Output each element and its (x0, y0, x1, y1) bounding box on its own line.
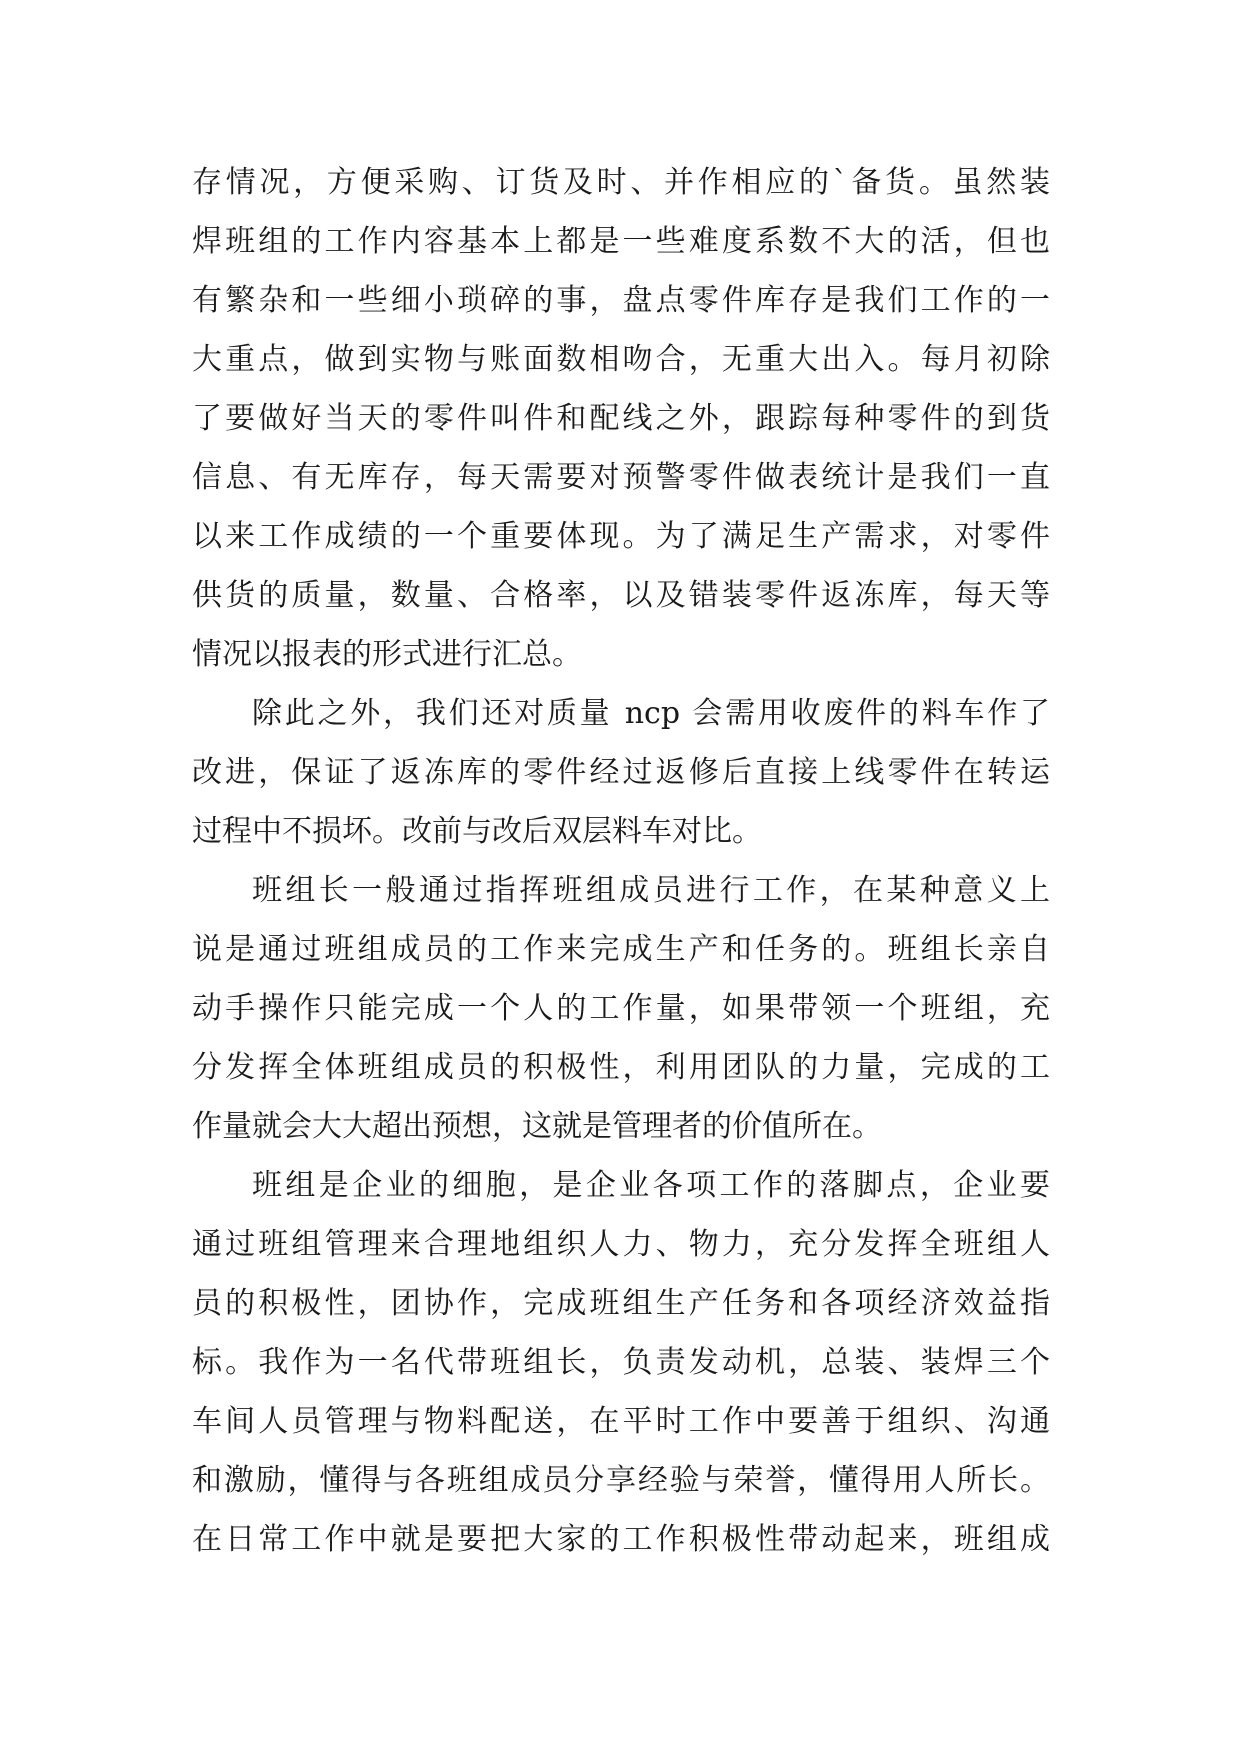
text-line: 过程中不损坏。改前与改后双层料车对比。 (192, 814, 762, 849)
text-line: 大重点，做到实物与账面数相吻合，无重大出入。每月初除 (192, 342, 1050, 377)
text-line: 车间人员管理与物料配送，在平时工作中要善于组织、沟通 (192, 1404, 1050, 1439)
text-line: 除此之外，我们还对质量 ncp 会需用收废件的料车作了 (252, 696, 1050, 731)
text-line: 焊班组的工作内容基本上都是一些难度系数不大的活，但也 (192, 224, 1050, 259)
text-line: 在日常工作中就是要把大家的工作积极性带动起来，班组成 (192, 1522, 1050, 1557)
text-line: 班组是企业的细胞，是企业各项工作的落脚点，企业要 (252, 1168, 1050, 1203)
text-line: 标。我作为一名代带班组长，负责发动机，总装、装焊三个 (192, 1345, 1050, 1380)
text-line: 有繁杂和一些细小琐碎的事，盘点零件库存是我们工作的一 (192, 283, 1050, 318)
text-line: 通过班组管理来合理地组织人力、物力，充分发挥全班组人 (192, 1227, 1050, 1262)
text-line: 说是通过班组成员的工作来完成生产和任务的。班组长亲自 (192, 932, 1050, 967)
text-line: 情况以报表的形式进行汇总。 (192, 637, 582, 672)
text-line: 和激励，懂得与各班组成员分享经验与荣誉，懂得用人所长。 (192, 1463, 1050, 1498)
text-line: 动手操作只能完成一个人的工作量，如果带领一个班组，充 (192, 991, 1050, 1026)
text-line: 作量就会大大超出预想，这就是管理者的价值所在。 (192, 1109, 882, 1144)
text-line: 存情况，方便采购、订货及时、并作相应的`备货。虽然装 (192, 165, 1050, 200)
text-line: 员的积极性，团协作，完成班组生产任务和各项经济效益指 (192, 1286, 1050, 1321)
text-line: 了要做好当天的零件叫件和配线之外，跟踪每种零件的到货 (192, 401, 1050, 436)
text-line: 班组长一般通过指挥班组成员进行工作，在某种意义上 (252, 873, 1050, 908)
text-line: 改进，保证了返冻库的零件经过返修后直接上线零件在转运 (192, 755, 1050, 790)
text-line: 信息、有无库存，每天需要对预警零件做表统计是我们一直 (192, 460, 1050, 495)
text-line: 分发挥全体班组成员的积极性，利用团队的力量，完成的工 (192, 1050, 1050, 1085)
text-line: 以来工作成绩的一个重要体现。为了满足生产需求，对零件 (192, 519, 1050, 554)
text-line: 供货的质量，数量、合格率，以及错装零件返冻库，每天等 (192, 578, 1050, 613)
